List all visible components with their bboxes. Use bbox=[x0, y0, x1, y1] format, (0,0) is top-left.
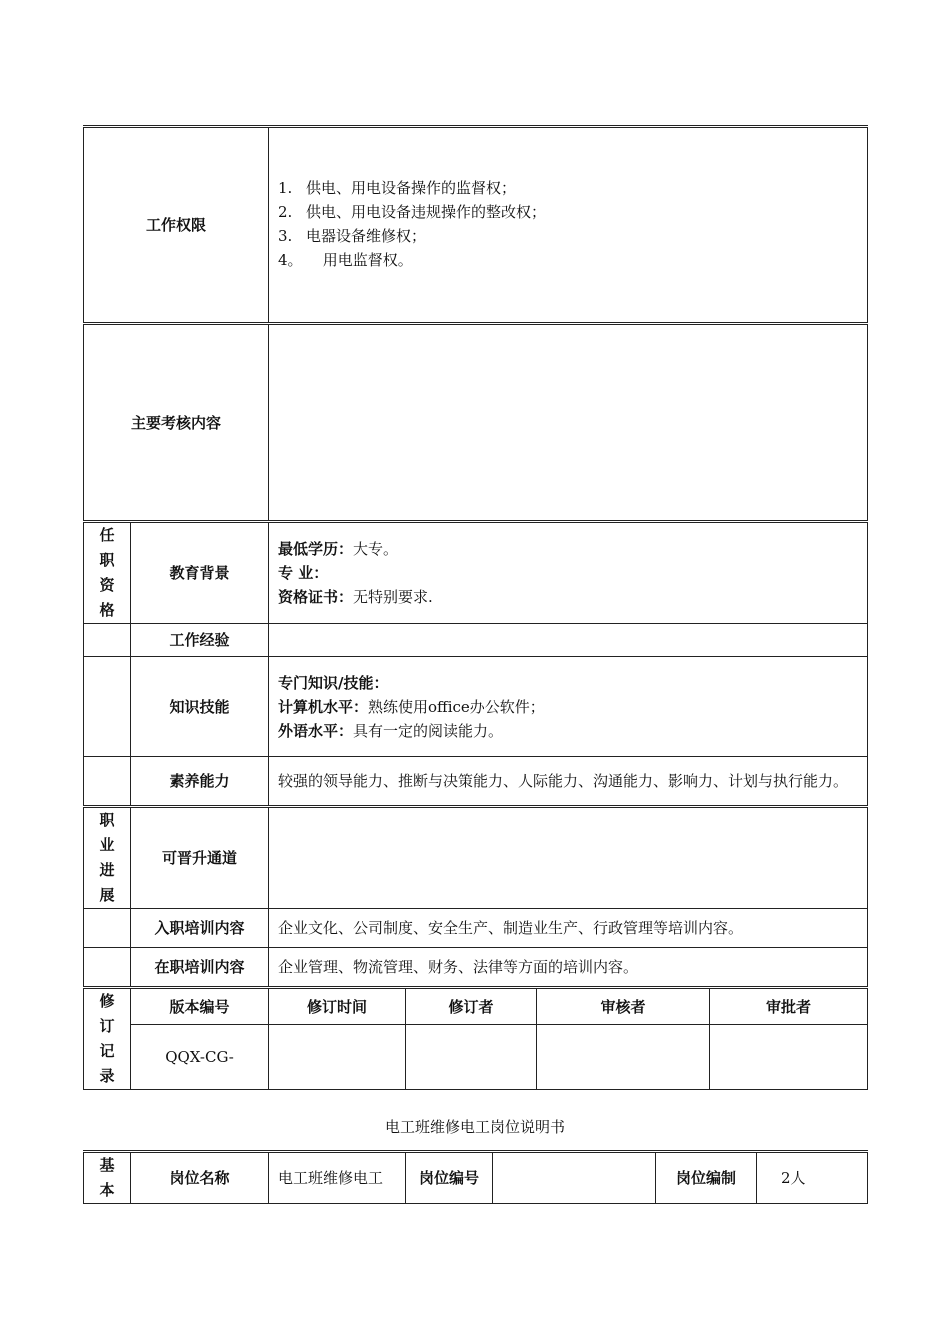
revision-version-value: QQX-CG- bbox=[131, 1025, 269, 1090]
revision-header-reviewer: 审核者 bbox=[537, 988, 710, 1025]
headcount-label: 岗位编制 bbox=[656, 1152, 757, 1204]
basic-info-table bbox=[83, 1150, 868, 1204]
revision-date-value bbox=[269, 1025, 406, 1090]
empty-cell bbox=[84, 948, 131, 988]
language-value: 具有一定的阅读能力。 bbox=[353, 721, 504, 740]
assessment-label: 主要考核内容 bbox=[84, 324, 269, 522]
inservice-value: 企业管理、物流管理、财务、法律等方面的培训内容。 bbox=[269, 948, 868, 988]
education-content bbox=[269, 522, 868, 624]
skills-content bbox=[269, 657, 868, 757]
experience-label: 工作经验 bbox=[131, 624, 269, 657]
empty-cell bbox=[84, 657, 131, 757]
onboarding-label: 入职培训内容 bbox=[131, 909, 269, 948]
competency-value: 较强的领导能力、推断与决策能力、人际能力、沟通能力、影响力、计划与执行能力。 bbox=[269, 757, 868, 807]
basic-group-label: 基本 bbox=[84, 1152, 131, 1204]
major-label: 专 业： bbox=[278, 564, 329, 582]
min-degree-value: 大专。 bbox=[353, 540, 399, 558]
assessment-content bbox=[269, 324, 868, 522]
onboarding-value: 企业文化、公司制度、安全生产、制造业生产、行政管理等培训内容。 bbox=[269, 909, 868, 948]
certificate-value: 无特别要求. bbox=[353, 588, 433, 606]
revision-header-reviser: 修订者 bbox=[406, 988, 537, 1025]
revision-approver-value bbox=[710, 1025, 868, 1090]
min-degree-label: 最低学历： bbox=[278, 540, 354, 558]
job-description-table bbox=[83, 125, 868, 1090]
language-label: 外语水平： bbox=[278, 721, 354, 740]
revision-header-date: 修订时间 bbox=[269, 988, 406, 1025]
skills-heading: 专门知识/技能： bbox=[278, 673, 389, 692]
revision-header-approver: 审批者 bbox=[710, 988, 868, 1025]
revision-reviewer-value bbox=[537, 1025, 710, 1090]
revision-reviser-value bbox=[406, 1025, 537, 1090]
promotion-label: 可晋升通道 bbox=[131, 807, 269, 909]
empty-cell bbox=[84, 909, 131, 948]
document-title: 电工班维修电工岗位说明书 bbox=[384, 1118, 565, 1136]
revision-header-version: 版本编号 bbox=[131, 988, 269, 1025]
revision-group-label: 修订记录 bbox=[84, 988, 131, 1090]
certificate-label: 资格证书： bbox=[278, 588, 354, 606]
work-authority-list bbox=[269, 127, 868, 324]
empty-cell bbox=[84, 624, 131, 657]
work-authority-label: 工作权限 bbox=[84, 127, 269, 324]
inservice-label: 在职培训内容 bbox=[131, 948, 269, 988]
skills-label: 知识技能 bbox=[131, 657, 269, 757]
empty-cell bbox=[84, 757, 131, 807]
authority-item: 2. 供电、用电设备违规操作的整改权； bbox=[278, 203, 547, 221]
career-group-label: 职业进展 bbox=[84, 807, 131, 909]
headcount-value: 2人 bbox=[757, 1152, 868, 1204]
experience-value bbox=[269, 624, 868, 657]
post-code-label: 岗位编号 bbox=[406, 1152, 493, 1204]
authority-item: 4。 用电监督权。 bbox=[278, 251, 413, 269]
computer-value: 熟练使用office办公软件； bbox=[368, 697, 545, 716]
post-name-label: 岗位名称 bbox=[131, 1152, 269, 1204]
education-label: 教育背景 bbox=[131, 522, 269, 624]
post-code-value bbox=[493, 1152, 656, 1204]
qualifications-group-label: 任职资格 bbox=[84, 522, 131, 624]
promotion-value bbox=[269, 807, 868, 909]
computer-label: 计算机水平： bbox=[278, 697, 369, 716]
competency-label: 素养能力 bbox=[131, 757, 269, 807]
authority-item: 1. 供电、用电设备操作的监督权； bbox=[278, 179, 517, 197]
post-name-value: 电工班维修电工 bbox=[269, 1152, 406, 1204]
authority-item: 3. 电器设备维修权； bbox=[278, 227, 427, 245]
